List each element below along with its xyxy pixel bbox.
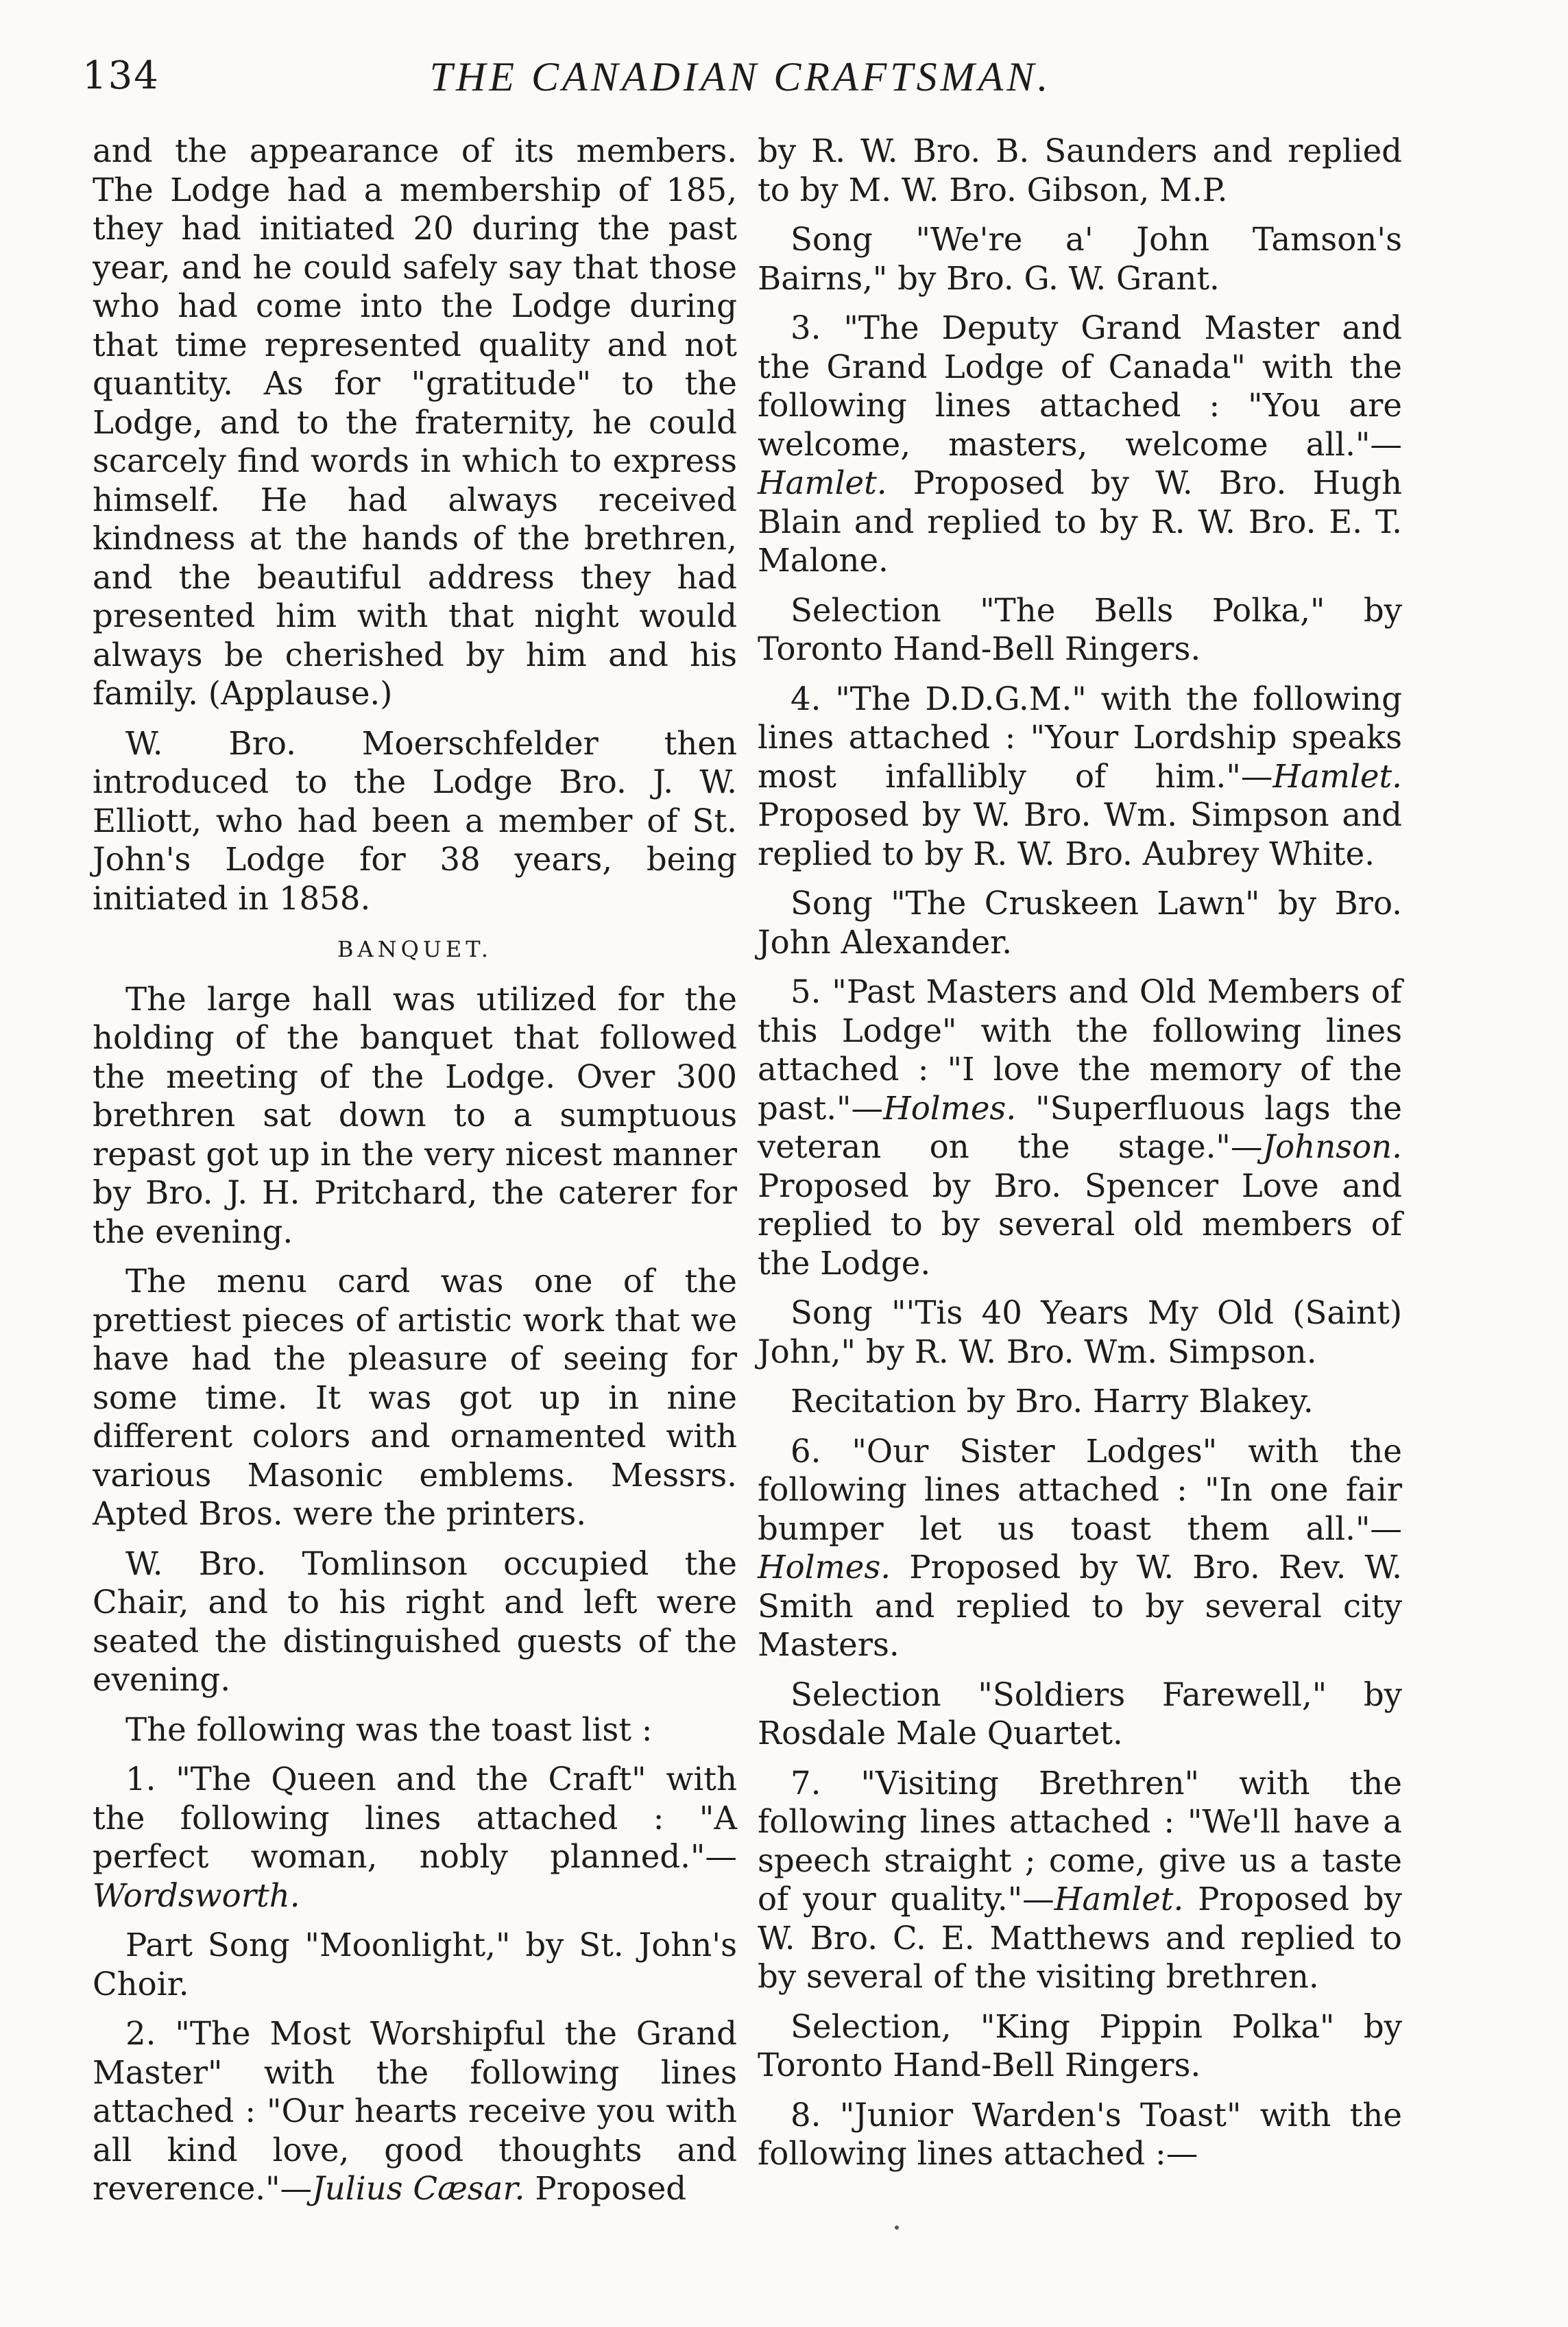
paragraph-text: Selection "Soldiers Farewell," by Rosdale Male Quartet.	[758, 1675, 1402, 1752]
paragraph-text: 3. "The Deputy Grand Master and the Grand Lodge of Canada" with the following lines attached : "You are welcome, masters, welcome all."—	[758, 309, 1402, 463]
paragraph-text: Selection "The Bells Polka," by Toronto Hand-Bell Ringers.	[758, 591, 1402, 667]
citation-italic: Hamlet.	[1054, 1881, 1184, 1918]
paragraph-text: Selection, "King Pippin Polka" by Toronto Hand-Bell Ringers.	[758, 2007, 1402, 2084]
paragraph-text: 1. "The Queen and the Craft" with the following lines attached : "A perfect woman, nobly planned."—	[93, 1761, 737, 1875]
running-title: THE CANADIAN CRAFTSMAN.	[429, 54, 1052, 99]
paragraph	[93, 1262, 737, 1534]
paragraph	[93, 132, 737, 713]
citation-italic: Johnson.	[1262, 1128, 1402, 1165]
paragraph	[758, 591, 1402, 669]
paragraph-text: The following was the toast list :	[125, 1710, 653, 1748]
paragraph-text: "Superfluous lags the veteran on the stage."—	[758, 1089, 1402, 1165]
paragraph	[758, 1382, 1402, 1421]
paragraph-text: 4. "The D.D.G.M." with the following lines attached : "Your Lordship speaks most infallibly of him."—	[758, 680, 1402, 795]
paragraph	[758, 220, 1402, 298]
citation-italic: Holmes.	[883, 1089, 1017, 1127]
right-column	[758, 132, 1402, 2173]
paragraph-text: Proposed by W. Bro. Rev. W. Smith and replied to by several city Masters.	[758, 1549, 1402, 1663]
paragraph-text: Proposed by W. Bro. Hugh Blain and replied to by R. W. Bro. E. T. Malone.	[758, 464, 1402, 579]
paragraph-text: Song "We're a' John Tamson's Bairns," by Bro. G. W. Grant.	[758, 221, 1402, 297]
paragraph-text: 2. "The Most Worshipful the Grand Master" with the following lines attached : "Our hearts receive you with all kind love, good thoughts and reverence."—	[93, 2015, 737, 2207]
paragraph	[758, 309, 1402, 580]
citation-italic: Holmes.	[758, 1549, 891, 1586]
paragraph-text: Part Song "Moonlight," by St. John's Choir.	[93, 1926, 737, 2003]
paragraph	[93, 1926, 737, 2003]
paragraph	[93, 980, 737, 1252]
paragraph-text: by R. W. Bro. B. Saunders and replied to by M. W. Bro. Gibson, M.P.	[758, 132, 1402, 208]
paragraph-text: 7. "Visiting Brethren" with the following lines attached : "We'll have a speech straight ; come, give us a taste of your quality."—	[758, 1764, 1402, 1918]
paragraph-text: Proposed	[524, 2170, 687, 2207]
paragraph	[758, 1432, 1402, 1664]
section-heading: BANQUET.	[337, 936, 492, 962]
paragraph	[93, 1760, 737, 1915]
paragraph	[758, 1293, 1402, 1371]
citation-italic: Wordsworth.	[93, 1876, 300, 1914]
paragraph	[758, 680, 1402, 874]
paragraph-text: Recitation by Bro. Harry Blakey.	[791, 1383, 1314, 1420]
paragraph	[93, 724, 737, 918]
paragraph-text: Proposed by Bro. Spencer Love and replied to by several old members of the Lodge.	[758, 1167, 1402, 1282]
paragraph-text: W. Bro. Moerschfelder then introduced to the Lodge Bro. J. W. Elliott, who had been a member of St. John's Lodge for 38 years, being initiated in 1858.	[93, 724, 737, 917]
paragraph-text: 5. "Past Masters and Old Members of this Lodge" with the following lines attached : "I love the memory of the past."—	[758, 973, 1402, 1127]
page-header	[82, 53, 1399, 108]
paragraph	[758, 972, 1402, 1282]
paragraph	[93, 2014, 737, 2208]
paragraph	[758, 2007, 1402, 2085]
paragraph-text: Proposed by W. Bro. C. E. Matthews and replied to by several of the visiting brethren.	[758, 1881, 1402, 1995]
paragraph-text: and the appearance of its members. The Lodge had a membership of 185, they had initiated 20 during the past year, and he could safely say that those who had come into the Lodge during that time represented quality and not quantity. As for "gratitude" to the Lodge, and to the fraternity, he could scarcely find words in which to express himself. He had always received kindness at the hands of the brethren, and the beautiful address they had presented him with that night would always be cherished by him and his family. (Applause.)	[93, 132, 737, 712]
citation-italic: Hamlet.	[758, 464, 887, 501]
paragraph-text: The large hall was utilized for the holding of the banquet that followed the meeting of the Lodge. Over 300 brethren sat down to a sumptuous repast got up in the very nicest manner by Bro. J. H. Pritchard, the caterer for the evening.	[93, 980, 737, 1250]
paragraph	[758, 884, 1402, 962]
citation-italic: Hamlet.	[1273, 757, 1402, 795]
paragraph-text: Song "The Cruskeen Lawn" by Bro. John Alexander.	[758, 885, 1402, 961]
left-column	[93, 132, 737, 2208]
page-number: 134	[82, 53, 160, 98]
paragraph	[758, 132, 1402, 209]
citation-italic: Julius Cæsar.	[312, 2170, 525, 2207]
paragraph-text: 6. "Our Sister Lodges" with the following lines attached : "In one fair bumper let us toast them all."—	[758, 1432, 1402, 1547]
paragraph-text: The menu card was one of the prettiest pieces of artistic work that we have had the pleasure of seeing for some time. It was got up in nine different colors and ornamented with various Masonic emblems. Messrs. Apted Bros. were the printers.	[93, 1263, 737, 1532]
paragraph	[93, 1710, 737, 1750]
footer-dot	[895, 2225, 899, 2230]
paragraph-text: W. Bro. Tomlinson occupied the Chair, and to his right and left were seated the distinguished guests of the evening.	[93, 1544, 737, 1698]
paragraph	[93, 1544, 737, 1699]
paragraph	[758, 1764, 1402, 1996]
paragraph-text: Song "'Tis 40 Years My Old (Saint) John," by R. W. Bro. Wm. Simpson.	[758, 1294, 1402, 1370]
paragraph	[758, 1675, 1402, 1753]
paragraph	[758, 2096, 1402, 2173]
paragraph-text: 8. "Junior Warden's Toast" with the following lines attached :—	[758, 2096, 1402, 2172]
paragraph-text: Proposed by W. Bro. Wm. Simpson and replied to by R. W. Bro. Aubrey White.	[758, 796, 1402, 872]
